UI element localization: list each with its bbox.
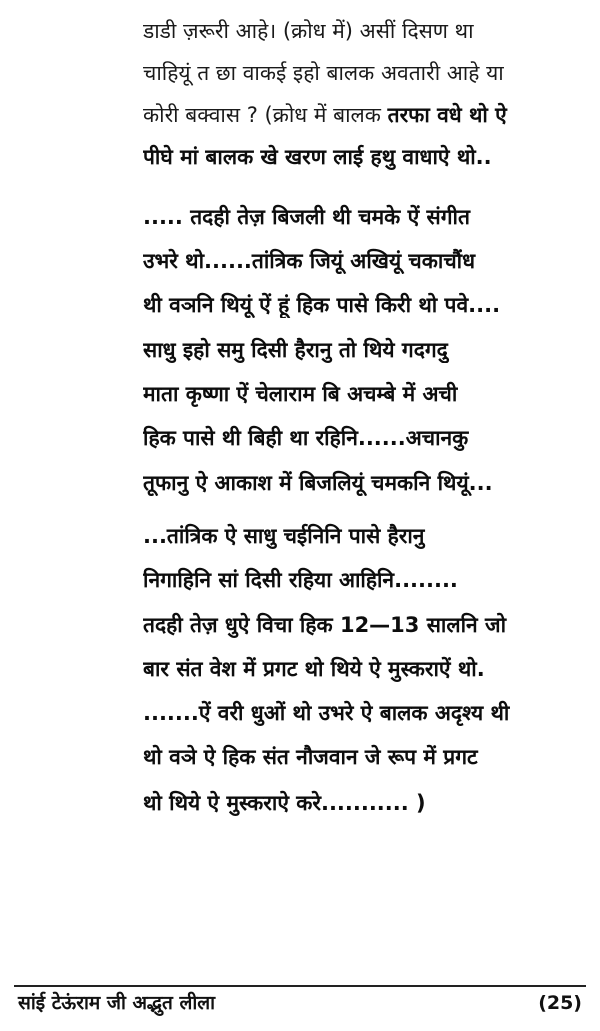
- body-line: उभरे थो......तांत्रिक जियूं अखियूं चकाचौंध: [143, 249, 476, 273]
- body-line: हिक पासे थी बिही था रहिनि......अचानकु: [143, 426, 469, 450]
- footer-rule: [14, 985, 586, 987]
- body-line: थी वञनि थियूं ऐं हूं हिक पासे किरी थो पवे....: [143, 293, 501, 317]
- body-line: ..... तदही तेज़ बिजली थी चमके ऐं संगीत: [143, 205, 470, 229]
- body-line: बार संत वेश में प्रगट थो थिये ऐ मुस्कराऐं थो.: [143, 657, 485, 681]
- body-line: पीघे मां बालक खे खरण लाई हथु वाधाऐ थो..: [143, 145, 492, 169]
- body-line: माता कृष्णा ऐं चेलाराम बि अचम्बे में अची: [143, 382, 458, 406]
- body-line: चाहियूं त छा वाकई इहो बालक अवतारी आहे या: [143, 61, 504, 85]
- footer-book-title: सांई टेऊंराम जी अद्भुत लीला: [18, 992, 216, 1014]
- body-line-bold-part: तरफा वधे थो ऐ: [387, 103, 507, 127]
- body-line: .......ऐं वरी धुओं थो उभरे ऐ बालक अदृश्य थी: [143, 701, 510, 725]
- body-line: तूफानु ऐ आकाश में बिजलियूं चमकनि थियूं...: [143, 471, 493, 495]
- page-number: (25): [538, 992, 582, 1014]
- body-line: साधु इहो समु दिसी हैरानु तो थिये गदगदु: [143, 338, 448, 362]
- body-line: डाडी ज़रूरी आहे। (क्रोध में) असीं दिसण था: [143, 19, 474, 43]
- body-line: तदही तेज़ धुऐ विचा हिक 12—13 सालनि जो: [143, 613, 507, 637]
- body-line-normal-part: कोरी बक्वास ? (क्रोध में बालक: [143, 103, 381, 127]
- body-line: थो थिये ऐ मुस्कराऐ करे........... ): [143, 791, 426, 815]
- body-line-mixed: [143, 102, 583, 128]
- body-line: ...तांत्रिक ऐ साधु चईनिनि पासे हैरानु: [143, 524, 425, 548]
- body-line: थो वञे ऐ हिक संत नौजवान जे रूप में प्रगट: [143, 745, 478, 769]
- body-line: निगाहिनि सां दिसी रहिया आहिनि........: [143, 568, 458, 592]
